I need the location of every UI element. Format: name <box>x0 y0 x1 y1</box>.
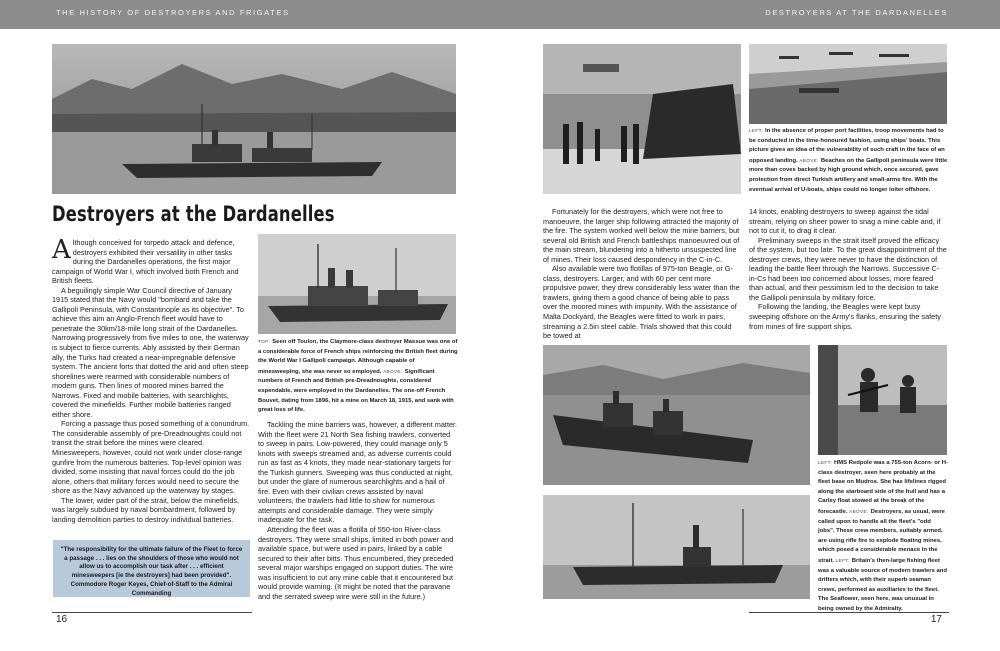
footer-rule-left <box>52 612 252 613</box>
paragraph: Fortunately for the destroyers, which were not free to manoeuvre, the larger ship following attracted the majority of the fire. The system worked well below the mine barriers, but several old British and French battleships manoeuvred out of the main stream, blundering into a hitherto unsuspected line of mines. Their loss caused despondency in the C-in-C. <box>543 207 740 264</box>
caption-tag: ABOVE: <box>383 368 403 374</box>
right-running-head: DESTROYERS AT THE DARDANELLES <box>765 8 948 17</box>
caption-tag: ABOVE: <box>799 157 819 163</box>
bouvet-photo <box>258 234 456 334</box>
caption-text: Beaches on the Gallipoli peninsula were little more than coves backed by high ground which, once secured, gave protection from direct Turkish artillery and small-arms fire. With the eventual arrival of U-boats, ships could no longer loiter offshore. <box>749 157 948 193</box>
paragraph: A beguilingly simple War Council directive of January 1915 stated that the Navy would "bombard and take the Gallipoli Peninsula, with Constantinople as its objective". To achieve this aim an Anglo-French fleet would have to penetrate the 30km/18-mile long strait of the Dardanelles. Narrowing progressively from five miles to one, the waterway is subject to fierce currents. Ably assisted by their German ally, the Turks had created a near-impregnable defensive system. The ancient forts that dotted the arid and often steep shorelines were rearmed with considerable numbers of modern guns. Then lines of moored mines barred the Narrows. Fixed and mobile batteries, with searchlights, covered the minefields. Further mobile batteries ranged either shore. <box>52 285 249 419</box>
pull-quote-text: "The responsibility for the ultimate failure of the Fleet to force a passage . . . lies on the shoulders of those who would not allow us to accomplish our task after . . . efficient minesweepers [ie the destroyers] had been provided". Commodore Roger Keyes, Chief-of-Staff to the Admiral Commanding <box>60 546 243 597</box>
caption-tag: ABOVE: <box>849 508 869 514</box>
caption-tag: LEFT: <box>749 128 763 133</box>
page-number-left: 16 <box>56 614 68 625</box>
caption-text: Britain's then-large fishing fleet was a valuable source of modern trawlers and drifters which, with their superb seaman crews, performed as auxiliaries to the fleet. The Seaflower, seen here, was unusual in being owned by the Admiralty. <box>818 557 947 612</box>
caption-massue-bouvet <box>258 337 458 416</box>
landing-boats-photo <box>543 44 741 194</box>
caption-text: Destroyers, as usual, were called upon to handle all the fleet's "odd jobs". These crew members, suitably armed, are using rifle fire to explode floating mines, which posed a considerable menace in the strait. <box>818 508 945 564</box>
caption-text: Significant numbers of French and British pre-Dreadnoughts, considered expendable, were employed in the Dardanelles. The one-off French Bouvet, dating from 1896, hit a mine on March 18, 1915, and sank with great loss of life. <box>258 368 454 414</box>
page-number-right: 17 <box>930 614 942 625</box>
body-column-4 <box>749 207 947 331</box>
paragraph: Tackling the mine barriers was, however, a different matter. With the fleet were 21 North Sea fishing trawlers, converted to sweep in pairs. Low-powered, they could manage only 5 knots with sweeps streamed and, as adverse currents could run as fast as 4 knots, they made near-stationary targets for the Turkish gunners. Sweeping was thus conducted at night, but under the glare of numerous searchlights and a hail of fire. Even with their civilian crews assisted by naval volunteers, the trawlers had little to show for numerous attempts and considerable damage. They were simply inadequate for the task. <box>258 420 458 525</box>
paragraph: Also available were two flotillas of 975-ton Beagle, or G-class, destroyers. Larger, and with 60 per cent more propulsive power, they drew considerably less water than the trawlers, giving them a good chance of being able to pass over the moored mines with impunity. With the assistance of Malta Dockyard, the Beagles were fitted to work in pairs, streaming a 2.5in steel cable. Trials showed that this could be towed at <box>543 264 740 341</box>
caption-text: Seen off Toulon, the Claymore-class destroyer Massue was one of a considerable force of French ships reinforcing the British fleet during the World War I Gallipoli campaign. Although capable of minesweeping, she was never so employed. <box>258 339 458 375</box>
page-title: Destroyers at the Dardanelles <box>52 202 335 226</box>
caption-landing <box>749 126 949 195</box>
beach-cove-photo <box>749 44 947 124</box>
pull-quote <box>53 540 250 597</box>
paragraph: Following the landing, the Beagles were kept busy sweeping offshore on the Army's flanks, ensuring the safety from mines of fire support ships. <box>749 302 941 331</box>
body-column-2 <box>258 420 458 601</box>
caption-tag: TOP: <box>258 339 271 344</box>
caption-text: HMS Redpole was a 755-ton Acorn- or H-class destroyer, seen here probably at the fleet base on Mudros. She has lifelines rigged along the starboard side of the hull and has a Carley float stowed at the break of the forecastle. <box>818 460 949 515</box>
paragraph: Attending the fleet was a flotilla of 550-ton River-class destroyers. They were small ships, limited in both power and available space, but were used in pairs, linked by a cable secured to their after bitts. Thus encumbered, they preceded several major warships engaged on support duties. The wire was insufficient to cut any mine cable that it encountered but would provide warning. (It might be noted that the paravane and the serrated sweep wire were still in the future.) <box>258 525 454 601</box>
paragraph: The lower, wider part of the strait, below the minefields, was largely subdued by naval bombardment, followed by landing demolition parties to destroy individual batteries. <box>52 495 240 524</box>
caption-redpole-seaflower <box>818 458 949 615</box>
paragraph: lthough conceived for torpedo attack and defence, destroyers exhibited their versatility in other tasks during the Dardanelles operations, the first major campaign of World War I, which involved both French and British fleets. <box>52 238 239 286</box>
caption-tag: LEFT: <box>818 460 832 465</box>
paragraph: 14 knots, enabling destroyers to sweep against the tidal stream, relying on sheer power to snag a mine cable and, if not to cut it, to drag it clear. <box>749 207 941 236</box>
caption-text: In the absence of proper port facilities, troop movements had to be conducted in the time-honoured fashion, using ships' boats. This picture gives an idea of the vulnerability of such craft in the face of an opposed landing. <box>749 128 945 164</box>
left-running-head: THE HISTORY OF DESTROYERS AND FRIGATES <box>56 8 290 17</box>
paragraph: Forcing a passage thus posed something of a conundrum. The considerable assembly of pre-Dreadnoughts could not transit the strait before the mines were cleared. Minesweepers, however, could not work under close-range gunfire from the numerous batteries. Top-level opinion was divided, some insisting that naval forces could do the job alone, others that military forces would need to secure the shore as the Navy advanced up the waterway by stages. <box>52 419 250 496</box>
footer-rule-right <box>749 612 949 613</box>
caption-tag: LEFT: <box>835 557 850 563</box>
drop-cap: A <box>52 235 71 265</box>
massue-toulon-photo <box>52 44 456 194</box>
body-column-3 <box>543 207 741 341</box>
paragraph: Preliminary sweeps in the strait itself proved the efficacy of the system, but too late. To the great disappointment of the destroyer crews, they were never to have the distinction of leading the battle fleet through the Narrows. Successive C-in-Cs had been too concerned about losses, more feared than actual, and their pessimism led to the decision to take the Gallipoli peninsula by military force. <box>749 235 947 302</box>
seaflower-trawler-photo <box>543 495 810 599</box>
body-column-1 <box>52 235 250 524</box>
redpole-photo <box>543 345 810 485</box>
rifle-crew-photo <box>818 345 947 455</box>
